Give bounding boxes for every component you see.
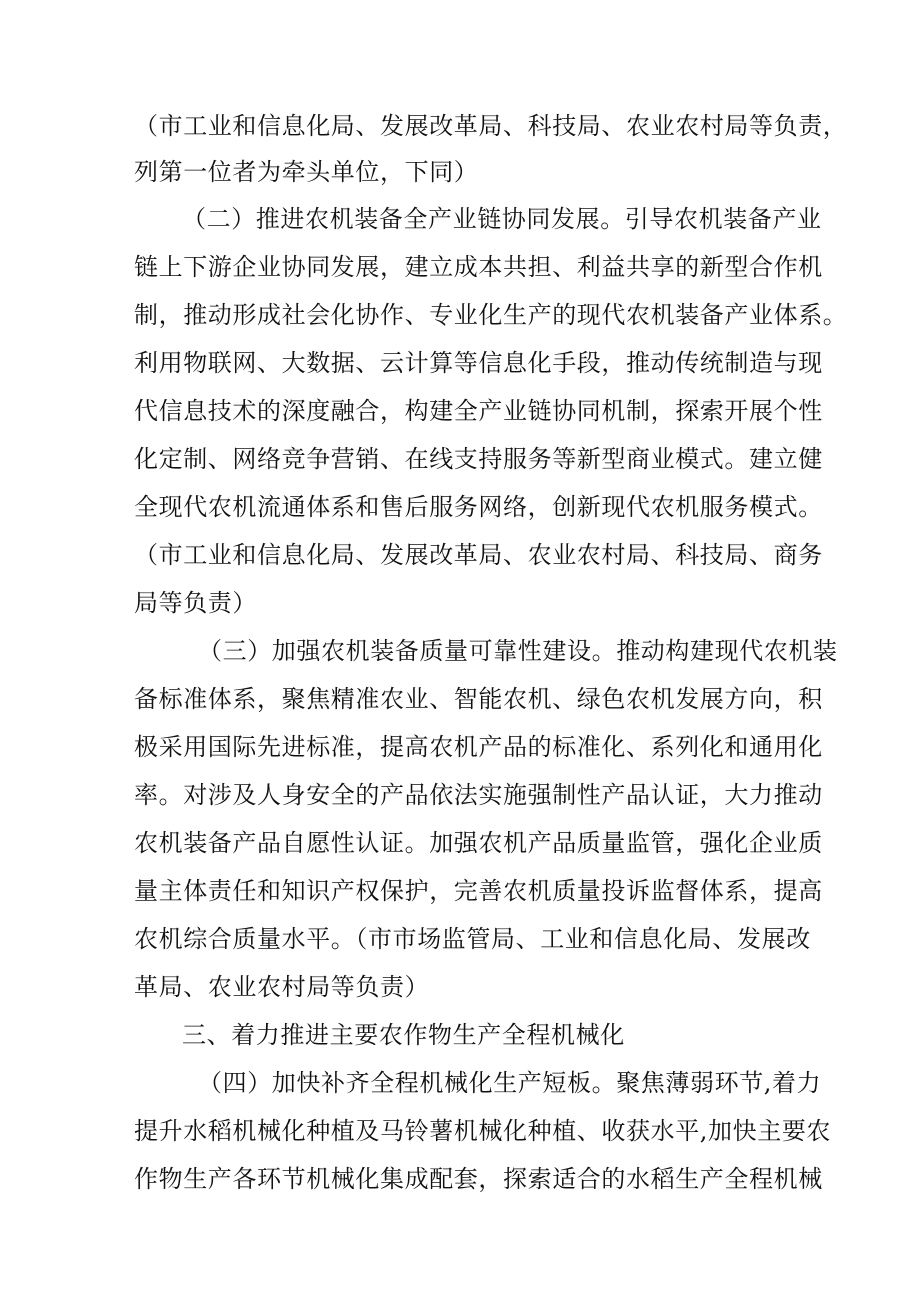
text-line: 局等负责） [134, 589, 257, 617]
text-line: 农机综合质量水平。（市市场监管局、工业和信息化局、发展改 [134, 925, 811, 953]
text-line: （市工业和信息化局、发展改革局、科技局、农业农村局等负责， [134, 112, 848, 140]
text-line: 代信息技术的深度融合，构建全产业链协同机制，探索开展个性 [134, 397, 823, 425]
section-heading: 三、着力推进主要农作物生产全程机械化 [182, 1021, 625, 1049]
text-line: 提升水稻机械化种植及马铃薯机械化种植、收获水平,加快主要农 [134, 1117, 832, 1145]
text-line: 全现代农机流通体系和售后服务网络，创新现代农机服务模式。 [134, 493, 823, 521]
text-line: 链上下游企业协同发展，建立成本共担、利益共享的新型合作机 [134, 253, 823, 281]
text-line: 量主体责任和知识产权保护，完善农机质量投诉监督体系，提高 [134, 877, 823, 905]
text-line: 列第一位者为牵头单位，下同） [134, 158, 479, 186]
text-line: （二）推进农机装备全产业链协同发展。引导农机装备产业 [182, 205, 822, 233]
text-line: （三）加强农机装备质量可靠性建设。推动构建现代农机装 [198, 637, 838, 665]
text-line: 率。对涉及人身安全的产品依法实施强制性产品认证，大力推动 [134, 781, 823, 809]
text-line: （四）加快补齐全程机械化生产短板。聚焦薄弱环节,着力 [198, 1069, 822, 1097]
text-line: 制，推动形成社会化协作、专业化生产的现代农机装备产业体系。 [134, 301, 848, 329]
text-line: 极采用国际先进标准，提高农机产品的标准化、系列化和通用化 [134, 733, 823, 761]
text-line: 农机装备产品自愿性认证。加强农机产品质量监管，强化企业质 [134, 829, 823, 857]
text-line: 作物生产各环节机械化集成配套，探索适合的水稻生产全程机械 [134, 1165, 823, 1193]
text-line: （市工业和信息化局、发展改革局、农业农村局、科技局、商务 [134, 541, 823, 569]
text-line: 革局、农业农村局等负责） [134, 973, 430, 1001]
text-line: 化定制、网络竞争营销、在线支持服务等新型商业模式。建立健 [134, 445, 823, 473]
text-line: 备标准体系，聚焦精准农业、智能农机、绿色农机发展方向，积 [134, 685, 823, 713]
text-line: 利用物联网、大数据、云计算等信息化手段，推动传统制造与现 [134, 349, 823, 377]
